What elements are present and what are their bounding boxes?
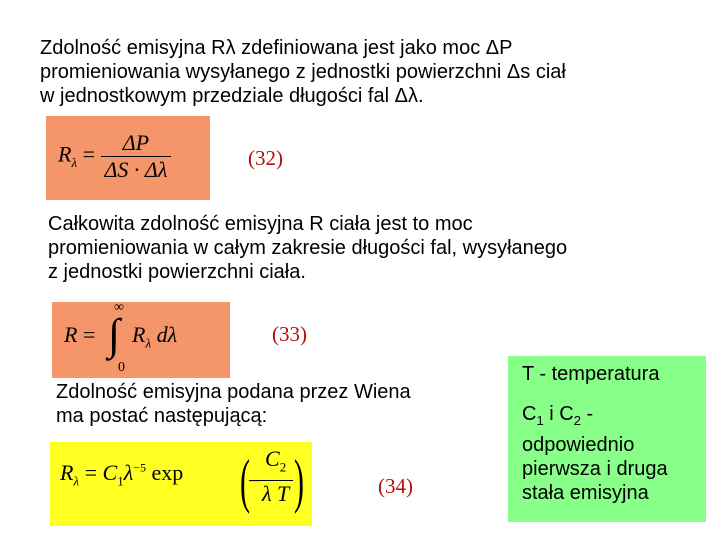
legend-c1-sub: 1 bbox=[536, 413, 544, 428]
eq33-integrand bbox=[132, 322, 177, 351]
eq34-equals: = bbox=[84, 460, 98, 485]
eq34-right-paren: ) bbox=[294, 448, 304, 514]
eq32-denominator: ΔS · Δλ bbox=[104, 157, 168, 182]
eq33-dlambda: dλ bbox=[156, 322, 178, 347]
equation-33-number: (33) bbox=[272, 322, 307, 346]
eq34-c1: C bbox=[102, 460, 118, 485]
eq34-lambda: λ bbox=[123, 460, 134, 485]
constants-legend-box bbox=[508, 356, 706, 522]
eq33-equals: = bbox=[82, 322, 96, 347]
eq33-lower-limit: 0 bbox=[118, 360, 125, 375]
eq34-c1-sub: 1 bbox=[117, 473, 124, 489]
equation-34-number: (34) bbox=[378, 474, 413, 498]
total-line-2: promieniowania w całym zakresie długości fal, wysyłanego bbox=[48, 237, 568, 259]
eq32-lhs: R bbox=[58, 141, 72, 167]
equation-33 bbox=[64, 322, 95, 348]
eq33-upper-limit: ∞ bbox=[114, 300, 124, 315]
integral-sign: ∫ bbox=[108, 310, 121, 359]
wien-line-1: Zdolność emisyjna podana przez Wiena bbox=[56, 381, 411, 403]
eq34-power: −5 bbox=[133, 460, 147, 475]
legend-constants bbox=[522, 402, 706, 433]
wien-line-2: ma postać następującą: bbox=[56, 405, 268, 427]
legend-line-5: stała emisyjna bbox=[522, 482, 649, 504]
eq34-lhs: R bbox=[60, 460, 74, 485]
intro-line-2: promieniowania wysyłanego z jednostki powierzchni Δs ciał bbox=[40, 61, 566, 83]
eq34-exp: exp bbox=[151, 460, 184, 485]
total-line-1: Całkowita zdolność emisyjna R ciała jest to moc bbox=[48, 213, 473, 235]
legend-and-c2: i C bbox=[543, 403, 574, 425]
equation-32-number: (32) bbox=[248, 146, 283, 170]
eq34-denominator: λ T bbox=[262, 481, 290, 507]
legend-line-4: pierwsza i druga bbox=[522, 458, 668, 480]
legend-c2-sub: 2 bbox=[573, 413, 581, 428]
eq33-integrand-sub: λ bbox=[145, 335, 152, 351]
eq33-integrand-r: R bbox=[132, 322, 146, 347]
eq34-left-paren: ( bbox=[240, 448, 250, 514]
eq32-equals: = bbox=[82, 141, 96, 167]
eq33-lhs: R bbox=[64, 322, 78, 347]
eq32-fraction bbox=[101, 130, 172, 183]
total-emissivity-paragraph bbox=[48, 212, 567, 284]
eq34-minus: − bbox=[248, 468, 261, 493]
legend-c1: C bbox=[522, 403, 537, 425]
equation-33-box bbox=[52, 302, 230, 378]
eq32-lhs-sub: λ bbox=[71, 154, 78, 170]
legend-temperature: T - temperatura bbox=[522, 363, 660, 385]
legend-line-3: odpowiednio bbox=[522, 434, 635, 456]
equation-34 bbox=[60, 460, 183, 489]
eq34-lhs-sub: λ bbox=[73, 473, 80, 489]
eq34-fraction bbox=[258, 446, 293, 507]
total-line-3: z jednostki powierzchni ciała. bbox=[48, 261, 306, 283]
eq34-numerator-sub: 2 bbox=[279, 459, 287, 475]
equation-32-box bbox=[46, 116, 210, 200]
eq34-numerator: C bbox=[265, 446, 280, 471]
intro-line-1: Zdolność emisyjna Rλ zdefiniowana jest jako moc ΔP bbox=[40, 37, 513, 59]
eq32-numerator: ΔP bbox=[101, 130, 172, 157]
intro-paragraph bbox=[40, 36, 566, 108]
wien-paragraph bbox=[56, 380, 411, 428]
legend-dash: - bbox=[580, 403, 594, 425]
equation-32 bbox=[58, 130, 171, 183]
equation-34-box bbox=[50, 442, 312, 526]
intro-line-3: w jednostkowym przedziale długości fal Δλ. bbox=[40, 85, 424, 107]
